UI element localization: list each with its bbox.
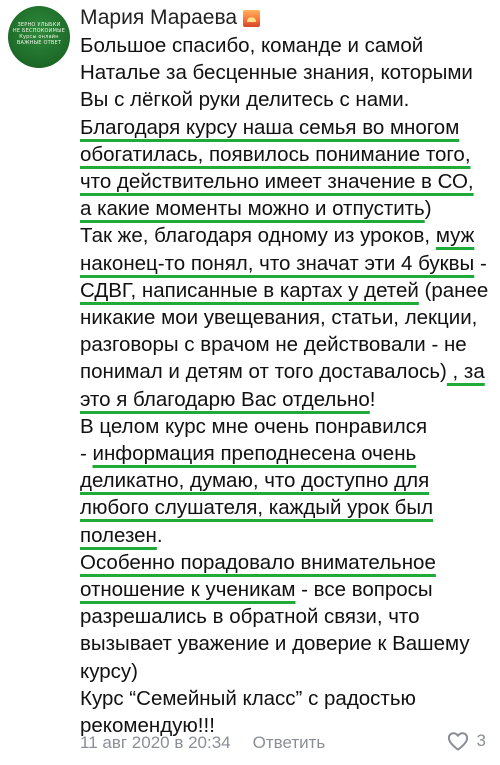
text-segment: разрешались в обратной связи, что <box>80 605 420 629</box>
underlined-text: любого слушателя, каждый урок был <box>80 496 434 520</box>
text-segment: Курс “Семейный класс” с радостью <box>80 686 416 710</box>
comment-line <box>80 658 492 685</box>
underlined-text: что действительно имеет значение в СО, <box>80 170 474 194</box>
comment-date[interactable]: 11 авг 2020 в 20:34 <box>80 733 231 752</box>
text-segment: - <box>80 442 93 466</box>
comment-line <box>80 222 492 249</box>
comment-line <box>80 141 492 168</box>
comment-line <box>80 440 492 467</box>
comment-line <box>80 331 492 358</box>
underlined-text: , за <box>446 360 485 384</box>
comment-line <box>80 168 492 195</box>
comment-line <box>80 32 492 59</box>
comment-line <box>80 494 492 521</box>
comment-line <box>80 114 492 141</box>
text-segment: Наталье за бесценные знания, которыми <box>80 61 473 85</box>
comment-line <box>80 576 492 603</box>
text-segment: никакие мои увещевания, статьи, лекции, <box>80 306 478 330</box>
underlined-text: отношение к ученикам <box>80 578 296 602</box>
text-segment: - все вопросы <box>295 578 433 602</box>
avatar-line: Курсы онлайн <box>19 34 59 40</box>
comment-line <box>80 685 492 712</box>
comment-author[interactable] <box>80 6 260 30</box>
underlined-text: это я благодарю Вас отдельно <box>80 387 370 411</box>
comment-line <box>80 386 492 413</box>
text-segment: Вы с лёгкой руки делитесь с нами. <box>80 88 410 112</box>
comment-footer <box>80 731 492 755</box>
comment-line <box>80 413 492 440</box>
underlined-text: а какие моменты можно и отпустить <box>80 197 425 221</box>
reply-button[interactable]: Ответить <box>252 733 326 752</box>
comment-line <box>80 358 492 385</box>
heart-icon <box>447 731 469 751</box>
underlined-text: информация преподнесена очень <box>92 442 417 466</box>
underlined-text: Благодаря курсу наша семья во многом <box>80 115 460 139</box>
avatar-text <box>8 22 70 46</box>
text-segment: Так же, благодаря одному из уроков, <box>80 224 436 248</box>
avatar[interactable] <box>8 6 70 68</box>
comment-line <box>80 603 492 630</box>
sunset-icon <box>243 10 260 27</box>
comment-line <box>80 467 492 494</box>
text-segment: курсу) <box>80 659 138 683</box>
underlined-text: деликатно, думаю, что доступно для <box>80 469 430 493</box>
avatar-line: НЕ БЕСПОКОИМЫЕ <box>12 28 66 34</box>
underlined-text: полезен <box>80 523 157 547</box>
text-segment: вызывает уважение и доверие к Вашему <box>80 632 470 656</box>
comment-line <box>80 630 492 657</box>
comment-text <box>80 32 492 739</box>
text-segment: (ранее <box>418 278 489 302</box>
comment-line <box>80 86 492 113</box>
underlined-text: обогатилась, появилось понимание того, <box>80 142 471 166</box>
avatar-line: ЗЕРНО УЛЫБКИ <box>17 22 61 28</box>
author-name[interactable]: Мария Мараева <box>80 6 238 29</box>
text-segment: Большое спасибо, команде и самой <box>80 34 424 57</box>
comment-line <box>80 195 492 222</box>
comment-line <box>80 250 492 277</box>
text-segment: понимал и детям от того доставалось) <box>80 360 447 384</box>
like-count: 3 <box>476 731 486 750</box>
comment-line <box>80 549 492 576</box>
comment-line <box>80 59 492 86</box>
comment-line <box>80 522 492 549</box>
text-segment: . <box>156 523 163 547</box>
comment-line <box>80 277 492 304</box>
underlined-text: муж <box>435 224 475 248</box>
text-segment: - <box>474 251 487 275</box>
text-segment: В целом курс мне очень понравился <box>80 414 428 438</box>
text-segment: рекомендую!!! <box>80 714 215 738</box>
text-segment: разговоры с врачом не действовали - не <box>80 333 467 357</box>
avatar-line: ВАЖНЫЕ ОТВЕТ <box>16 40 62 46</box>
text-segment: ! <box>369 387 376 411</box>
text-segment: ) <box>424 197 432 221</box>
underlined-text: Особенно порадовало внимательное <box>80 550 436 574</box>
underlined-text: СДВГ, написанные в картах у детей <box>80 278 419 302</box>
underlined-text: наконец-то понял, что значат эти 4 буквы <box>80 251 475 275</box>
comment-line <box>80 304 492 331</box>
like-button[interactable] <box>447 731 486 751</box>
